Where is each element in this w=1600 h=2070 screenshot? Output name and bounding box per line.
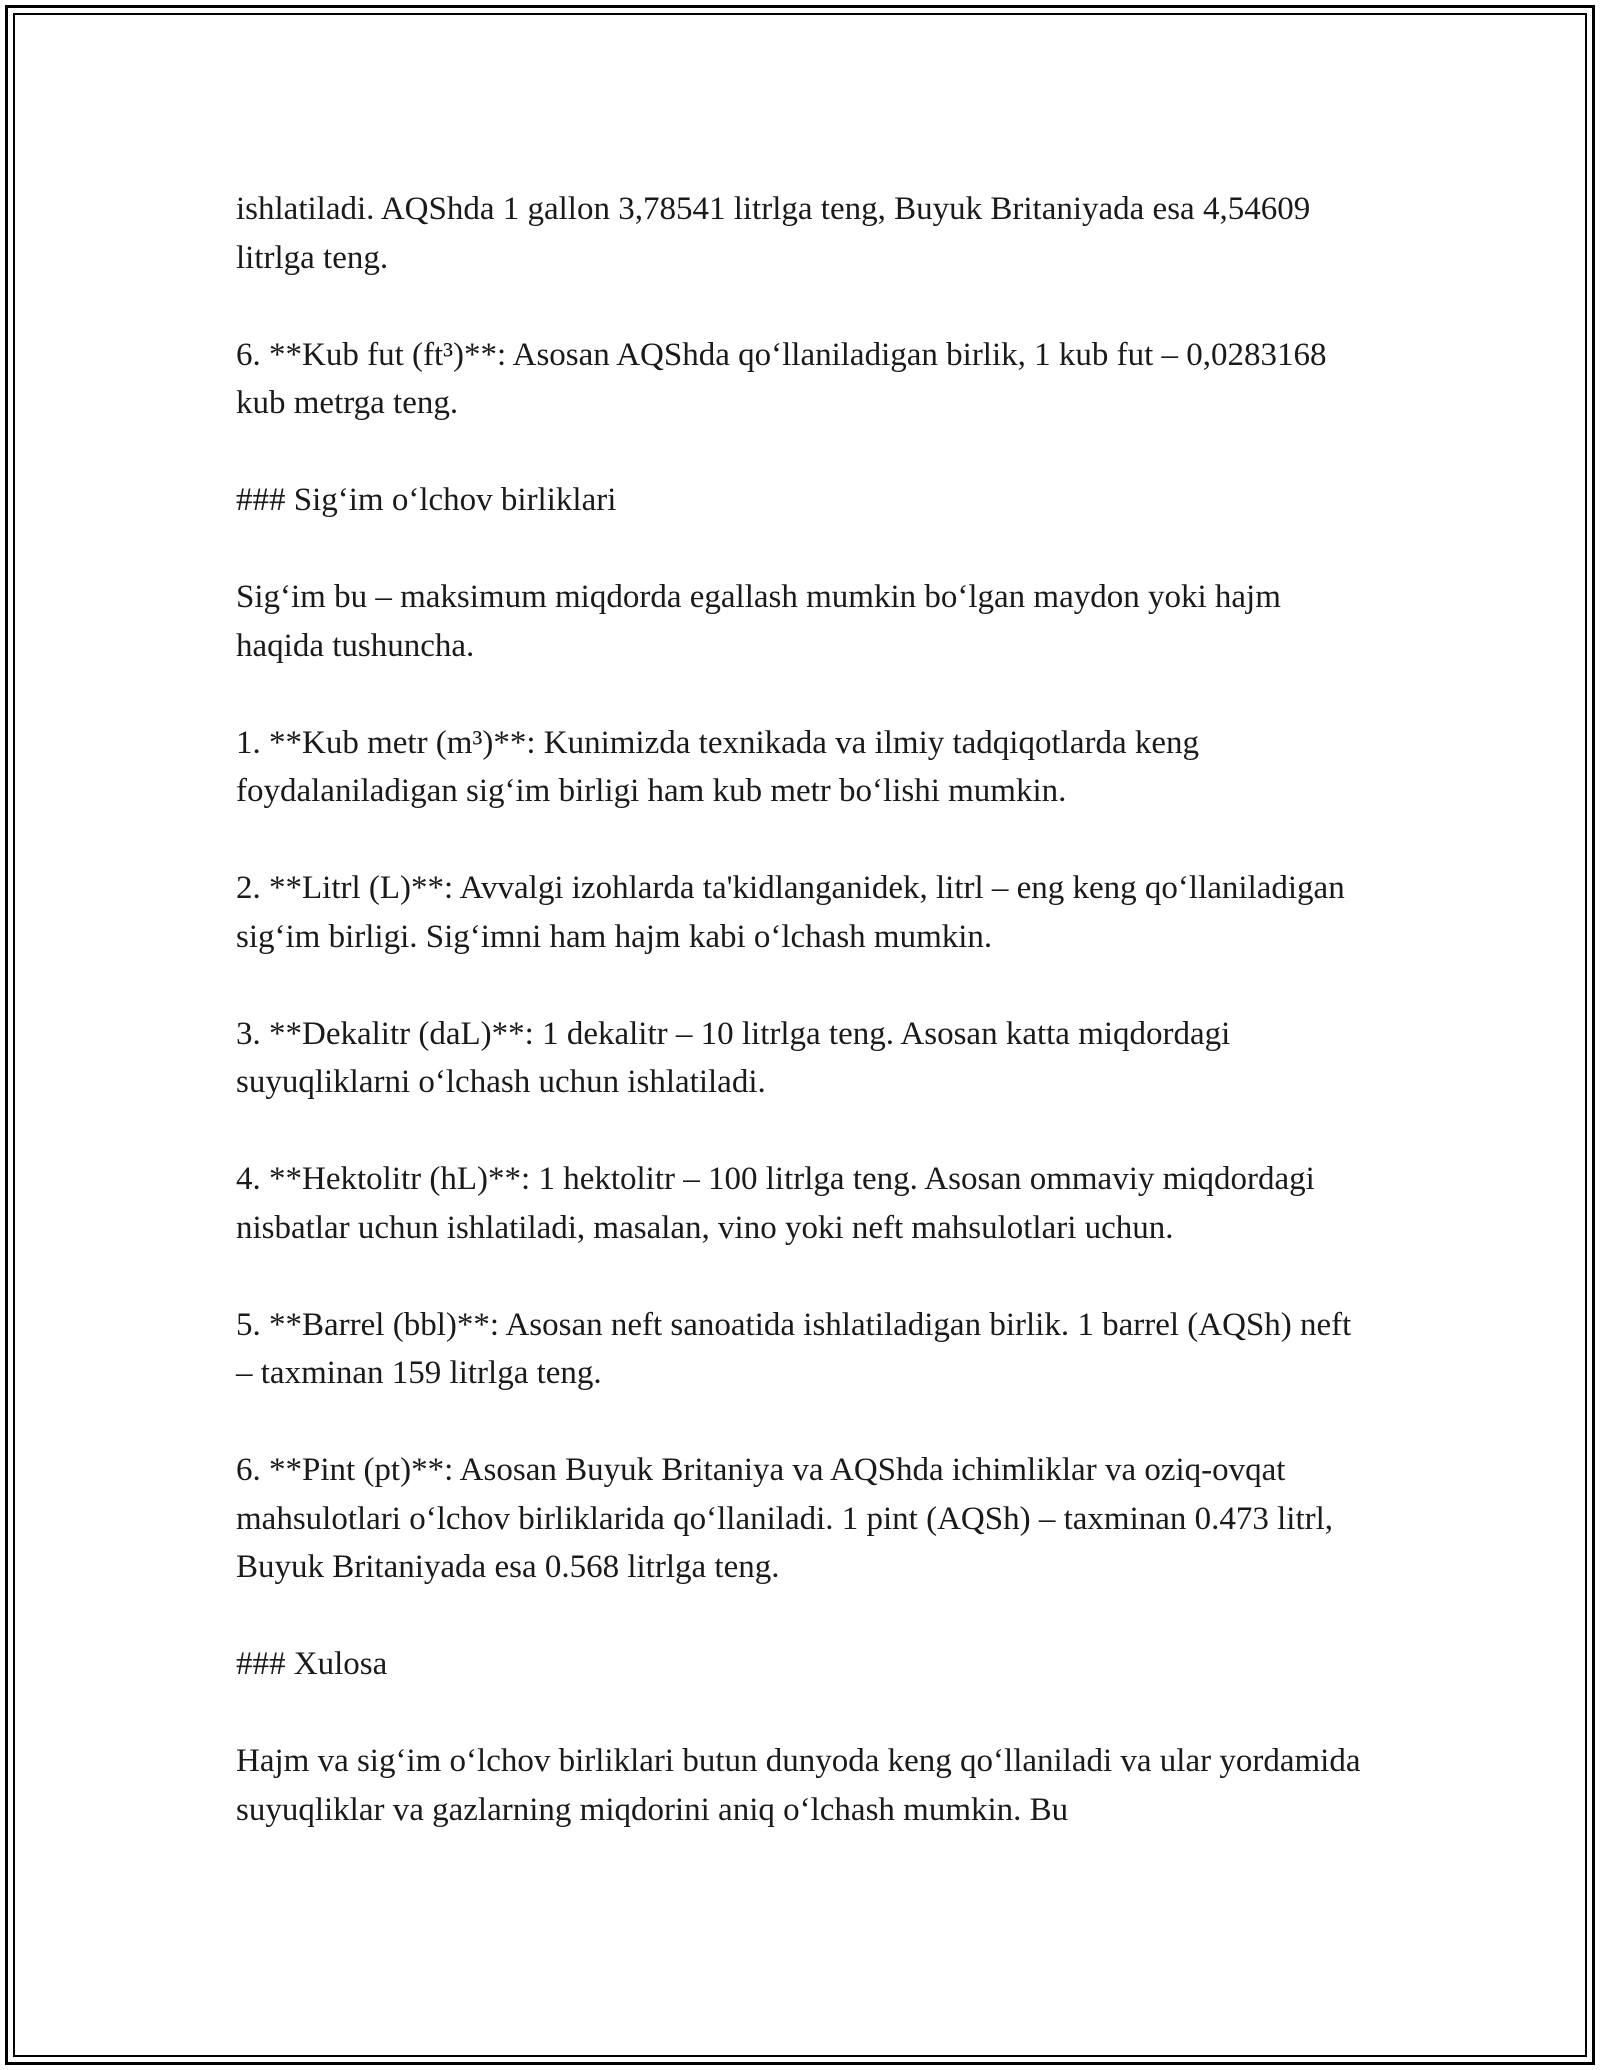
paragraph-barrel: 5. **Barrel (bbl)**: Asosan neft sanoatida ishlatiladigan birlik. 1 barrel (AQSh) neft – taxminan 159 litrlga teng. [236, 1306, 1352, 1391]
paragraph-hectoliter: 4. **Hektolitr (hL)**: 1 hektolitr – 100 litrlga teng. Asosan ommaviy miqdordagi nisbatlar uchun ishlatiladi, masalan, vino yoki neft mahsulotlari uchun. [236, 1161, 1315, 1246]
paragraph-cubic-meter: 1. **Kub metr (m³)**: Kunimizda texnikada va ilmiy tadqiqotlarda keng foydalaniladigan sig‘im birligi ham kub metr bo‘lishi mumkin. [236, 724, 1199, 809]
paragraph-decaliter: 3. **Dekalitr (daL)**: 1 dekalitr – 10 litrlga teng. Asosan katta miqdordagi suyuqliklarni o‘lchash uchun ishlatiladi. [236, 1015, 1231, 1100]
paragraph-gallon-continuation: ishlatiladi. AQShda 1 gallon 3,78541 litrlga teng, Buyuk Britaniyada esa 4,54609 litrlga teng. [236, 191, 1311, 276]
paragraph-conclusion: Hajm va sig‘im o‘lchov birliklari butun dunyoda keng qo‘llaniladi va ular yordamida suyuqliklar va gazlarning miqdorini aniq o‘lchash mumkin. Bu [236, 1743, 1361, 1828]
paragraph-liter: 2. **Litrl (L)**: Avvalgi izohlarda ta'kidlanganidek, litrl – eng keng qo‘llaniladigan sig‘im birligi. Sig‘imni ham hajm kabi o‘lchash mumkin. [236, 870, 1345, 955]
paragraph-pint: 6. **Pint (pt)**: Asosan Buyuk Britaniya va AQShda ichimliklar va oziq-ovqat mahsulotlari o‘lchov birliklarida qo‘llaniladi. 1 pint (AQSh) – taxminan 0.473 litrl, Buyuk Britaniyada esa 0.568 litrlga teng. [236, 1452, 1334, 1585]
paragraph-capacity-definition: Sig‘im bu – maksimum miqdorda egallash mumkin bo‘lgan maydon yoki hajm haqida tushuncha. [236, 579, 1281, 664]
paragraph-cubic-foot: 6. **Kub fut (ft³)**: Asosan AQShda qo‘llaniladigan birlik, 1 kub fut – 0,0283168 kub metrga teng. [236, 336, 1327, 421]
document-body [236, 185, 1366, 1834]
section-heading-conclusion: ### Xulosa [236, 1646, 388, 1682]
section-heading-capacity-units: ### Sig‘im o‘lchov birliklari [236, 482, 617, 518]
